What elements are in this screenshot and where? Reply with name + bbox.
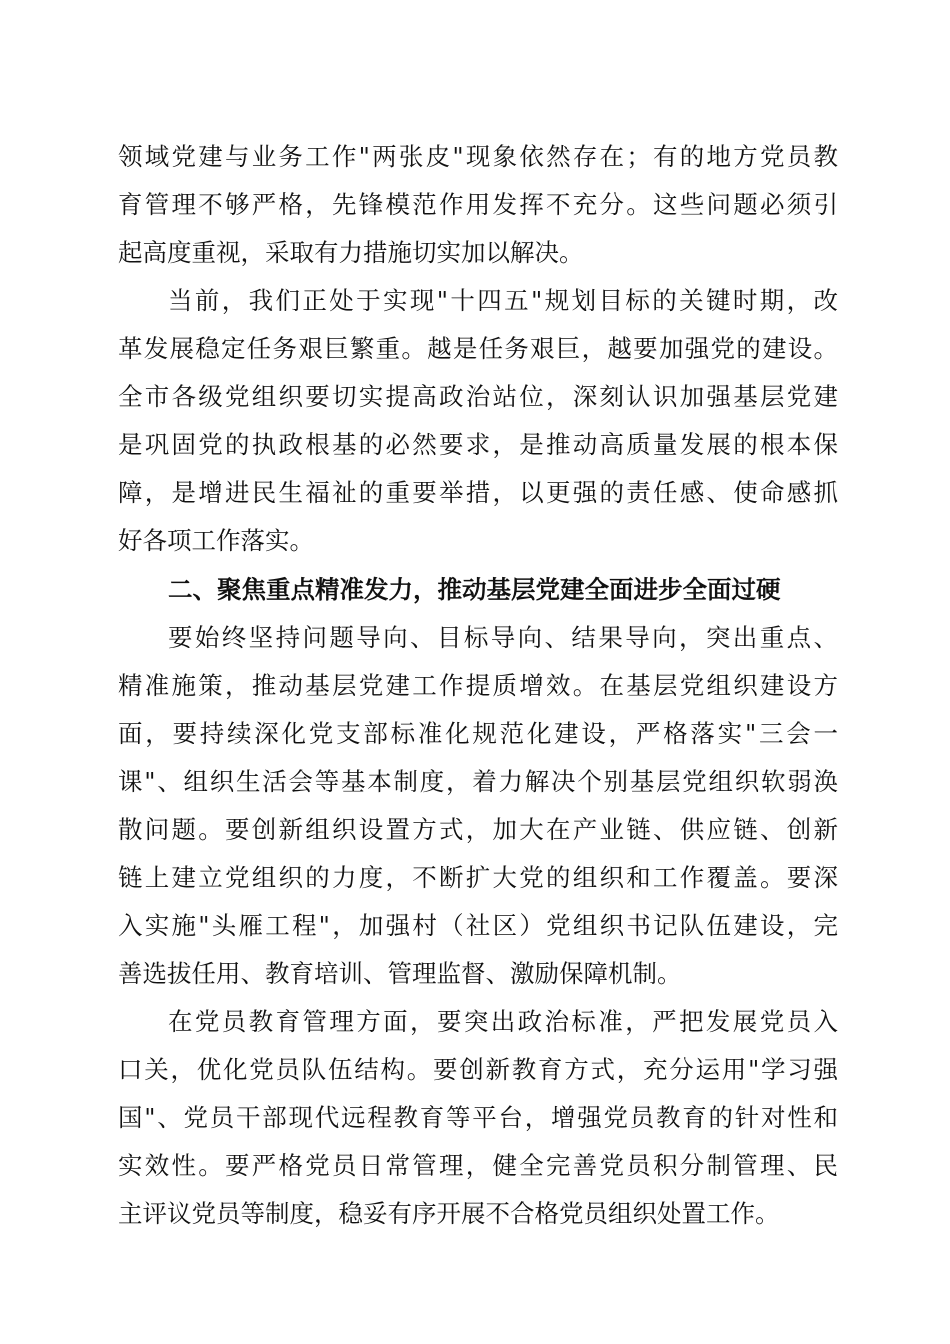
paragraph-1-line-2: 育管理不够严格，先锋模范作用发挥不充分。这些问题必须引 xyxy=(118,190,838,219)
paragraph-4-line-5: 主评议党员等制度，稳妥有序开展不合格党员组织处置工作。 xyxy=(118,1199,780,1228)
section-heading: 二、聚焦重点精准发力，推动基层党建全面进步全面过硬 xyxy=(168,575,781,604)
paragraph-4-line-4: 实效性。要严格党员日常管理，健全完善党员积分制管理、民 xyxy=(118,1151,838,1180)
paragraph-3-line-5: 散问题。要创新组织设置方式，加大在产业链、供应链、创新 xyxy=(118,815,838,844)
paragraph-3-line-7: 入实施"头雁工程"，加强村（社区）党组织书记队伍建设，完 xyxy=(118,911,838,940)
paragraph-3-line-3: 面，要持续深化党支部标准化规范化建设，严格落实"三会一 xyxy=(118,719,838,748)
paragraph-2-line-5: 障，是增进民生福祉的重要举措，以更强的责任感、使命感抓 xyxy=(118,478,838,507)
paragraph-4-line-1: 在党员教育管理方面，要突出政治标准，严把发展党员入 xyxy=(168,1007,838,1036)
paragraph-2-line-4: 是巩固党的执政根基的必然要求，是推动高质量发展的根本保 xyxy=(118,430,838,459)
paragraph-1-line-3: 起高度重视，采取有力措施切实加以解决。 xyxy=(118,238,584,267)
paragraph-2-line-1: 当前，我们正处于实现"十四五"规划目标的关键时期，改 xyxy=(168,286,838,315)
paragraph-4-line-2: 口关，优化党员队伍结构。要创新教育方式，充分运用"学习强 xyxy=(118,1055,838,1084)
paragraph-3-line-6: 链上建立党组织的力度，不断扩大党的组织和工作覆盖。要深 xyxy=(118,863,838,892)
paragraph-1-line-1: 领域党建与业务工作"两张皮"现象依然存在；有的地方党员教 xyxy=(118,142,838,171)
paragraph-2-line-2: 革发展稳定任务艰巨繁重。越是任务艰巨，越要加强党的建设。 xyxy=(118,334,838,363)
paragraph-3-line-2: 精准施策，推动基层党建工作提质增效。在基层党组织建设方 xyxy=(118,671,838,700)
paragraph-3-line-4: 课"、组织生活会等基本制度，着力解决个别基层党组织软弱涣 xyxy=(118,767,838,796)
paragraph-2-line-3: 全市各级党组织要切实提高政治站位，深刻认识加强基层党建 xyxy=(118,382,838,411)
paragraph-3-line-1: 要始终坚持问题导向、目标导向、结果导向，突出重点、 xyxy=(168,623,838,652)
paragraph-2-line-6: 好各项工作落实。 xyxy=(118,526,314,555)
paragraph-4-line-3: 国"、党员干部现代远程教育等平台，增强党员教育的针对性和 xyxy=(118,1103,838,1132)
paragraph-3-line-8: 善选拔任用、教育培训、管理监督、激励保障机制。 xyxy=(118,959,682,988)
